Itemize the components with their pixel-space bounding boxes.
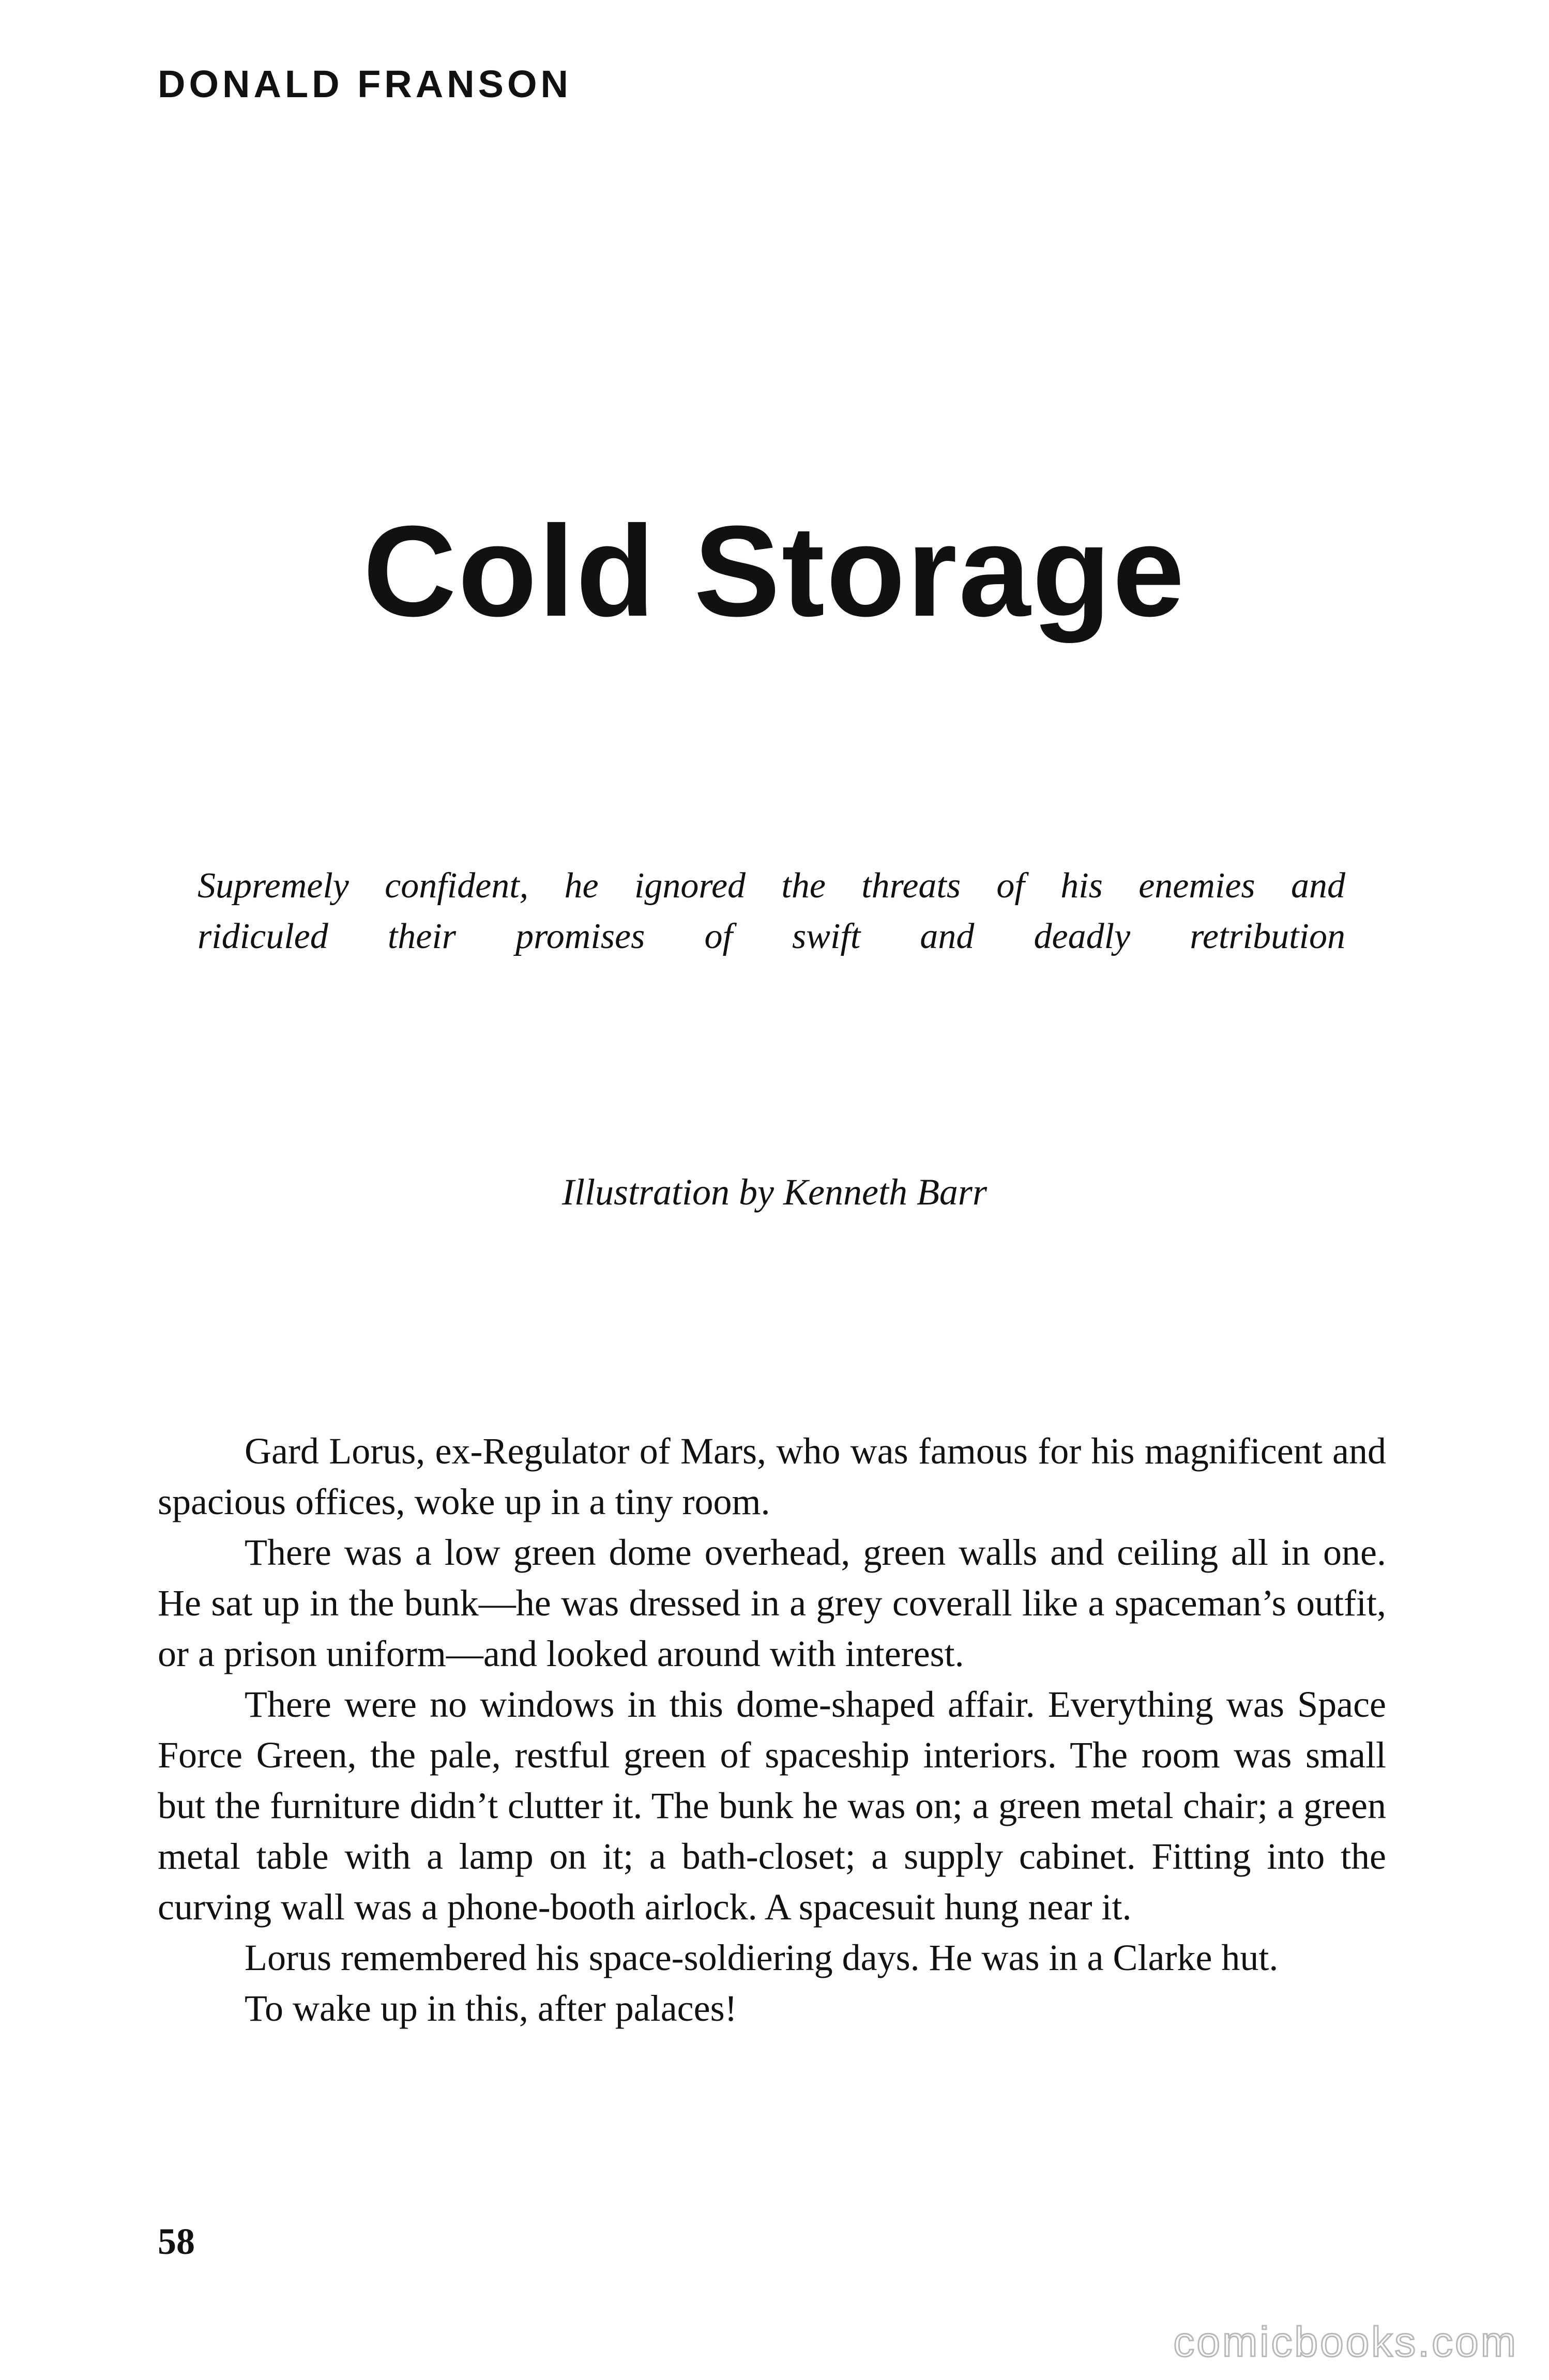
author-name: DONALD FRANSON [158, 63, 572, 105]
body-paragraph: Lorus remembered his space-soldiering days. He was in a Clarke hut. [245, 1937, 1279, 1978]
blurb-line: Supremely confident, he ignored the threats of his enemies and [198, 866, 1345, 906]
page-number: 58 [158, 2221, 195, 2262]
story-blurb [198, 861, 1345, 962]
body-paragraph: There was a low green dome overhead, green walls and ceiling all in one. He sat up in the bunk—he was dressed in a grey coverall like a spaceman’s outfit, or a prison uniform—and looked around with interest. [158, 1532, 1386, 1674]
site-watermark: comicbooks.com [1173, 2318, 1518, 2366]
illustration-credit: Illustration by Kenneth Barr [562, 1171, 987, 1213]
body-paragraph: Gard Lorus, ex-Regulator of Mars, who was famous for his magnificent and spacious offices, woke up in a tiny room. [158, 1430, 1386, 1522]
body-paragraph: There were no windows in this dome-shaped affair. Everything was Space Force Green, the pale, restful green of spaceship interiors. The room was small but the furniture didn’t clutter it. The bunk he was on; a green metal chair; a green metal table with a lamp on it; a bath-closet; a supply cabinet. Fitting into the curving wall was a phone-booth airlock. A spacesuit hung near it. [158, 1684, 1386, 1928]
story-body [158, 1426, 1386, 2034]
story-title: Cold Storage [363, 499, 1186, 643]
blurb-line: ridiculed their promises of swift and deadly retribution [198, 917, 1345, 956]
body-paragraph: To wake up in this, after palaces! [245, 1988, 737, 2029]
